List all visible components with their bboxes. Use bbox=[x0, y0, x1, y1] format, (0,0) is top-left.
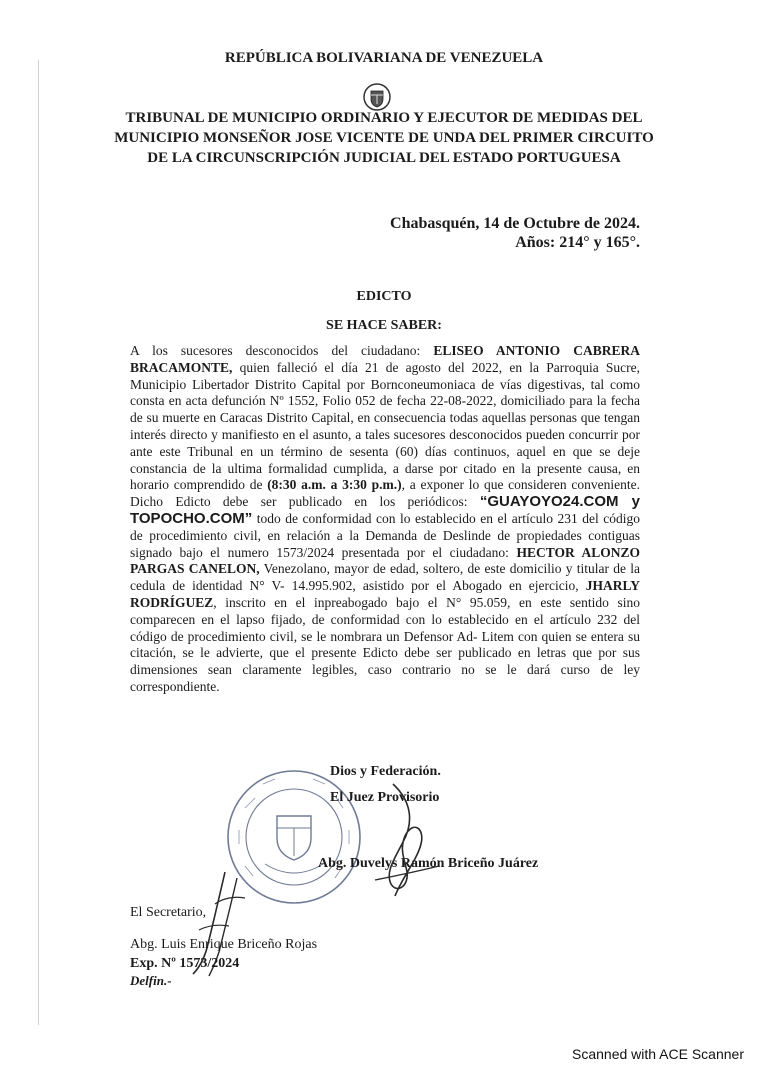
judge-title: El Juez Provisorio bbox=[330, 790, 440, 805]
edict-body bbox=[130, 343, 640, 696]
tribunal-line-1: TRIBUNAL DE MUNICIPIO ORDINARIO Y EJECUTOR DE MEDIDAS DEL bbox=[125, 110, 643, 126]
newspapers: “GUAYOYO24.COM y TOPOCHO.COM” bbox=[130, 493, 640, 527]
republic-heading: REPÚBLICA BOLIVARIANA DE VENEZUELA bbox=[224, 50, 544, 66]
place-date: Chabasquén, 14 de Octubre de 2024. bbox=[390, 215, 640, 232]
dateline bbox=[390, 214, 640, 252]
text-segment: quien falleció el día 21 de agosto del 2022, en la Parroquia Sucre, Municipio Libertador Distrito Capital por Bornconeumoniaca de vías digestivas, tal como consta en acta defunción Nº 1552, Folio 052 de fecha 22-08-2022, domiciliado para la fecha de su muerte en Caracas Distrito Capital, en consecuencia todas aquellas personas que tengan interés directo y manifiesto en el asunto, a tales sucesores desconocidos pueden concurrir por ante este Tribunal en un término de sesenta (60) días continuos, aquel en que se deje constancia de la ultima formalidad cumplida, a darse por citado en la presente causa, en horario comprendido de bbox=[130, 359, 640, 493]
judge-name: Abg. Duvelys Ramón Briceño Juárez bbox=[318, 856, 539, 871]
edict-paragraph bbox=[130, 343, 640, 696]
tribunal-line-3: DE LA CIRCUNSCRIPCIÓN JUDICIAL DEL ESTADO PORTUGUESA bbox=[147, 150, 621, 166]
attorney-name: JHARLY RODRÍGUEZ bbox=[130, 578, 640, 610]
text-segment: todo de conformidad con lo establecido en el artículo 231 del código de procedimiento civil, en relación a la Demanda de Deslinde de propiedades contiguas signado bajo el numero 1573/2024 presentada por el ciudadano: bbox=[130, 510, 640, 560]
expediente-number: Exp. Nº 1573/2024 bbox=[130, 956, 240, 971]
tribunal-heading bbox=[0, 108, 768, 168]
secretary-name: Abg. Luis Enrique Briceño Rojas bbox=[130, 937, 318, 952]
text-segment: A los sucesores desconocidos del ciudadano: bbox=[130, 343, 434, 358]
secretary-title: El Secretario, bbox=[130, 905, 207, 920]
years: Años: 214° y 165°. bbox=[515, 234, 640, 251]
edicto-title: EDICTO bbox=[356, 289, 412, 304]
hace-saber-title: SE HACE SABER: bbox=[326, 318, 442, 333]
text-segment: Venezolano, mayor de edad, soltero, de este domicilio y titular de la cedula de identidad N° V- 14.995.902, asistido por el Abogado en ejercicio, bbox=[130, 561, 640, 594]
plaintiff-name: HECTOR ALONZO PARGAS CANELON, bbox=[130, 544, 640, 577]
scanner-watermark: Scanned with ACE Scanner bbox=[572, 1046, 744, 1062]
tribunal-line-2: MUNICIPIO MONSEÑOR JOSE VICENTE DE UNDA DEL PRIMER CIRCUITO bbox=[114, 130, 654, 146]
deceased-name: ELISEO ANTONIO CABRERA BRACAMONTE, bbox=[130, 343, 640, 375]
text-segment: , a exponer lo que consideren conveniente. Dicho Edicto debe ser publicado en los periódicos: bbox=[130, 477, 640, 510]
office-hours: (8:30 a.m. a 3:30 p.m.) bbox=[267, 477, 402, 493]
typist-initials: Delfin.- bbox=[130, 973, 172, 988]
scan-edge-line bbox=[38, 60, 39, 1025]
text-segment: , inscrito en el inpreabogado bajo el N° 95.059, en este sentido sino comparecen en el lapso fijado, de conformidad con lo establecido en el artículo 232 del código de procedimiento civil, se le nombrara un Defensor Ad- Litem con quien se entera su citación, se le advierte, que el presente Edicto debe ser publicado en letras que por sus dimensiones sean claramente legibles, caso contrario no se le dará curso de ley correspondiente. bbox=[130, 594, 640, 694]
closing-formula: Dios y Federación. bbox=[330, 764, 441, 779]
judge-signature-icon bbox=[355, 780, 445, 900]
